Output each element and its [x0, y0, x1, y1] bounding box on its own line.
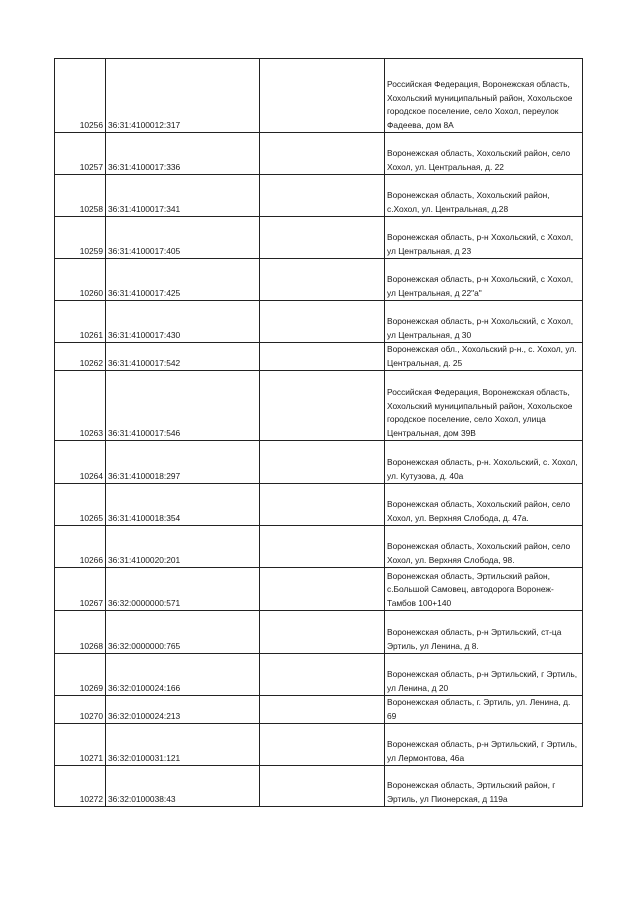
registry-body	[55, 59, 583, 807]
cadastral-number: 36:32:0000000:571	[106, 568, 260, 611]
cadastral-number: 36:31:4100017:405	[106, 217, 260, 259]
cadastral-number: 36:31:4100018:354	[106, 484, 260, 526]
blank-cell	[260, 59, 385, 133]
address: Воронежская область, р-н Хохольский, с Хохол, ул Центральная, д 30	[385, 301, 583, 343]
blank-cell	[260, 526, 385, 568]
blank-cell	[260, 133, 385, 175]
blank-cell	[260, 343, 385, 371]
blank-cell	[260, 175, 385, 217]
blank-cell	[260, 766, 385, 807]
table-row	[55, 484, 583, 526]
address: Воронежская область, р-н Эртильский, г Эртиль, ул Лермонтова, 46а	[385, 724, 583, 766]
address: Воронежская область, р-н Хохольский, с Хохол, ул Центральная, д 22"а"	[385, 259, 583, 301]
row-number: 10259	[55, 217, 106, 259]
address: Российская Федерация, Воронежская область, Хохольский муниципальный район, Хохольское городское поселение, село Хохол, улица Центральная, дом 39В	[385, 371, 583, 441]
blank-cell	[260, 301, 385, 343]
cadastral-number: 36:31:4100020:201	[106, 526, 260, 568]
cadastral-number: 36:31:4100017:542	[106, 343, 260, 371]
cadastral-number: 36:32:0100024:166	[106, 654, 260, 696]
table-row	[55, 724, 583, 766]
address: Воронежская обл., Хохольский р-н., с. Хохол, ул. Центральная, д. 25	[385, 343, 583, 371]
row-number: 10260	[55, 259, 106, 301]
cadastral-number: 36:32:0100024:213	[106, 696, 260, 724]
cadastral-number: 36:31:4100017:425	[106, 259, 260, 301]
table-row	[55, 343, 583, 371]
row-number: 10267	[55, 568, 106, 611]
address: Воронежская область, р-н Эртильский, ст-ца Эртиль, ул Ленина, д 8.	[385, 611, 583, 654]
row-number: 10264	[55, 441, 106, 484]
cadastral-number: 36:31:4100017:336	[106, 133, 260, 175]
table-row	[55, 568, 583, 611]
cadastral-number: 36:32:0100038:43	[106, 766, 260, 807]
blank-cell	[260, 484, 385, 526]
address: Воронежская область, Эртильский район, г Эртиль, ул Пионерская, д 119а	[385, 766, 583, 807]
address: Воронежская область, р-н. Хохольский, с. Хохол, ул. Кутузова, д. 40а	[385, 441, 583, 484]
blank-cell	[260, 441, 385, 484]
address: Воронежская область, р-н Хохольский, с Хохол, ул Центральная, д 23	[385, 217, 583, 259]
row-number: 10263	[55, 371, 106, 441]
blank-cell	[260, 259, 385, 301]
row-number: 10272	[55, 766, 106, 807]
table-row	[55, 259, 583, 301]
row-number: 10261	[55, 301, 106, 343]
table-row	[55, 526, 583, 568]
row-number: 10257	[55, 133, 106, 175]
cadastral-number: 36:31:4100017:341	[106, 175, 260, 217]
address: Воронежская область, р-н Эртильский, г Эртиль, ул Ленина, д 20	[385, 654, 583, 696]
table-row	[55, 441, 583, 484]
cadastral-number: 36:31:4100017:546	[106, 371, 260, 441]
address: Воронежская область, Эртильский район, с.Большой Самовец, автодорога Воронеж-Тамбов 100+140	[385, 568, 583, 611]
row-number: 10271	[55, 724, 106, 766]
row-number: 10270	[55, 696, 106, 724]
row-number: 10256	[55, 59, 106, 133]
cadastral-number: 36:31:4100017:430	[106, 301, 260, 343]
address: Российская Федерация, Воронежская область, Хохольский муниципальный район, Хохольское городское поселение, село Хохол, переулок Фадеева, дом 8А	[385, 59, 583, 133]
registry-table	[54, 58, 583, 807]
table-row	[55, 301, 583, 343]
address: Воронежская область, г. Эртиль, ул. Ленина, д. 69	[385, 696, 583, 724]
row-number: 10258	[55, 175, 106, 217]
cadastral-number: 36:32:0000000:765	[106, 611, 260, 654]
table-row	[55, 611, 583, 654]
blank-cell	[260, 724, 385, 766]
table-row	[55, 133, 583, 175]
row-number: 10265	[55, 484, 106, 526]
cadastral-number: 36:31:4100018:297	[106, 441, 260, 484]
blank-cell	[260, 217, 385, 259]
blank-cell	[260, 568, 385, 611]
blank-cell	[260, 696, 385, 724]
cadastral-number: 36:32:0100031:121	[106, 724, 260, 766]
row-number: 10269	[55, 654, 106, 696]
table-row	[55, 175, 583, 217]
blank-cell	[260, 371, 385, 441]
table-row	[55, 696, 583, 724]
address: Воронежская область, Хохольский район, село Хохол, ул. Верхняя Слобода, 98.	[385, 526, 583, 568]
table-row	[55, 766, 583, 807]
cadastral-number: 36:31:4100012:317	[106, 59, 260, 133]
blank-cell	[260, 654, 385, 696]
table-row	[55, 217, 583, 259]
address: Воронежская область, Хохольский район, село Хохол, ул. Верхняя Слобода, д. 47а.	[385, 484, 583, 526]
row-number: 10268	[55, 611, 106, 654]
address: Воронежская область, Хохольский район, с.Хохол, ул. Центральная, д.28	[385, 175, 583, 217]
table-row	[55, 371, 583, 441]
address: Воронежская область, Хохольский район, село Хохол, ул. Центральная, д. 22	[385, 133, 583, 175]
table-row	[55, 59, 583, 133]
row-number: 10262	[55, 343, 106, 371]
row-number: 10266	[55, 526, 106, 568]
table-row	[55, 654, 583, 696]
blank-cell	[260, 611, 385, 654]
